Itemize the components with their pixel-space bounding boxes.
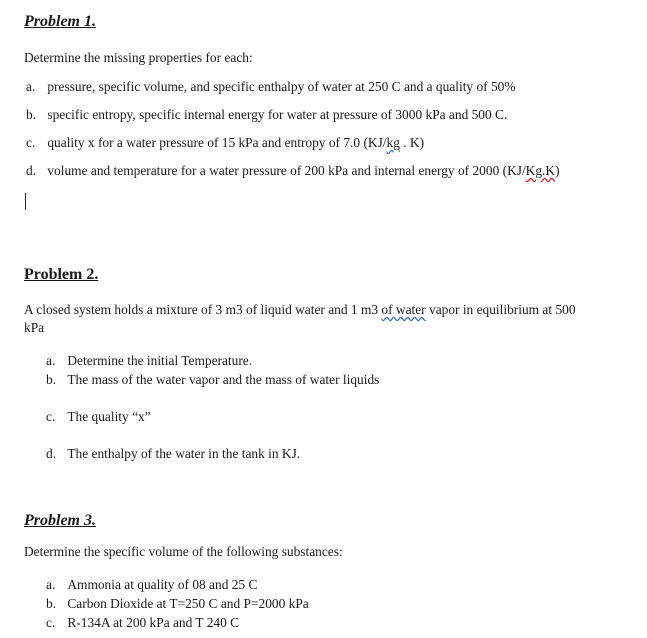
problem3-item-b [46, 596, 309, 612]
item-text: Carbon Dioxide at T=250 C and P=2000 kPa [67, 596, 309, 611]
problem1-item-b [26, 107, 507, 123]
problem2-item-c [46, 409, 151, 425]
spellcheck-word: Kg.K [525, 163, 556, 178]
item-text: R-134A at 200 kPa and T 240 C [67, 615, 240, 630]
item-text: The quality “x” [67, 409, 151, 424]
item-marker: d. [46, 446, 57, 461]
spellcheck-phrase: of water [381, 302, 426, 317]
problem3-item-c [46, 615, 239, 631]
problem2-item-b [46, 372, 379, 388]
item-text: pressure, specific volume, and specific enthalpy of water at 250 C and a quality of 50% [47, 79, 516, 94]
problem2-intro [24, 302, 576, 318]
problem1-instruction: Determine the missing properties for each: [24, 50, 253, 65]
intro-text-post: vapor in equilibrium at 500 [425, 302, 576, 317]
problem2-intro-line2: kPa [24, 320, 45, 335]
item-text: specific entropy, specific internal energy for water at pressure of 3000 kPa and 500 C. [47, 107, 508, 122]
item-text: The enthalpy of the water in the tank in KJ. [67, 446, 301, 461]
item-text: The mass of the water vapor and the mass of water liquids [67, 372, 380, 387]
item-marker: a. [26, 79, 36, 94]
item-marker: d. [26, 163, 37, 178]
intro-text-pre: A closed system holds a mixture of 3 m3 of liquid water and 1 m3 [24, 302, 382, 317]
problem3-item-a [46, 577, 257, 593]
item-text-post: . K) [399, 135, 425, 150]
item-marker: a. [46, 577, 56, 592]
problem3-title: Problem 3. [24, 512, 96, 529]
item-text: Ammonia at quality of 08 and 25 C [67, 577, 258, 592]
item-marker: a. [46, 353, 56, 368]
item-marker: c. [46, 615, 56, 630]
item-marker: b. [46, 596, 57, 611]
problem1-item-d [26, 163, 560, 179]
item-text-pre: quality x for a water pressure of 15 kPa and entropy of 7.0 (KJ/ [47, 135, 387, 150]
problem3-instruction: Determine the specific volume of the following substances: [24, 544, 343, 559]
problem2-title: Problem 2. [24, 266, 99, 283]
problem2-item-a [46, 353, 252, 369]
item-text-post: ) [555, 163, 560, 178]
item-marker: c. [46, 409, 56, 424]
item-marker: b. [26, 107, 37, 122]
item-text: Determine the initial Temperature. [67, 353, 253, 368]
item-marker: b. [46, 372, 57, 387]
text-cursor [25, 193, 26, 210]
problem1-item-a [26, 79, 516, 95]
problem1-item-c [26, 135, 424, 151]
problem1-title: Problem 1. [24, 13, 96, 30]
spellcheck-word: kg [386, 135, 400, 150]
problem2-item-d [46, 446, 300, 462]
item-text-pre: volume and temperature for a water pressure of 200 kPa and internal energy of 2000 (KJ/ [47, 163, 526, 178]
item-marker: c. [26, 135, 36, 150]
